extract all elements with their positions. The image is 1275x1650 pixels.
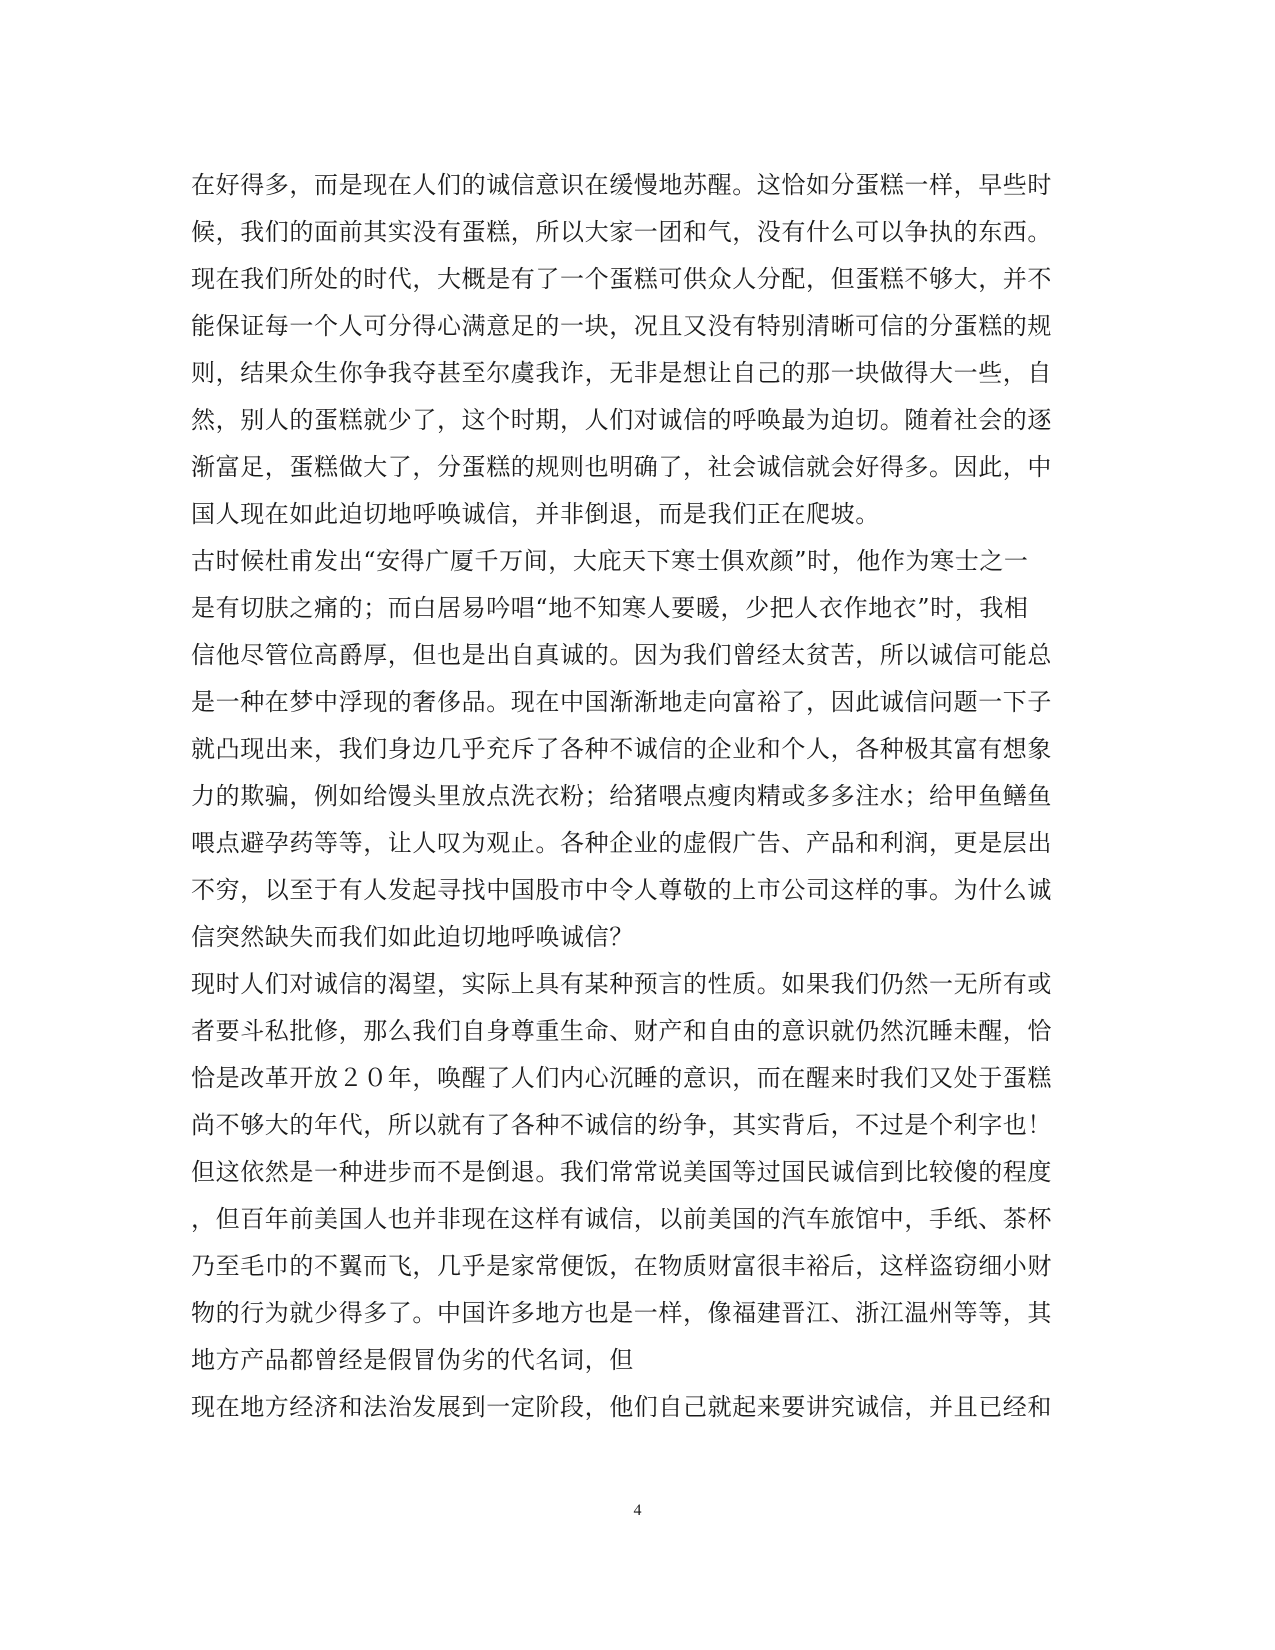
text-line: 恰是改革开放２０年，唤醒了人们内心沉睡的意识，而在醒来时我们又处于蛋糕 (191, 1064, 1052, 1092)
text-line: 候，我们的面前其实没有蛋糕，所以大家一团和气，没有什么可以争执的东西。 (191, 218, 1052, 246)
text-line: 在好得多，而是现在人们的诚信意识在缓慢地苏醒。这恰如分蛋糕一样，早些时 (191, 171, 1052, 199)
text-line: 物的行为就少得多了。中国许多地方也是一样，像福建晋江、浙江温州等等，其 (191, 1299, 1052, 1327)
text-line: 现时人们对诚信的渴望，实际上具有某种预言的性质。如果我们仍然一无所有或 (191, 970, 1052, 998)
text-line: 喂点避孕药等等，让人叹为观止。各种企业的虚假广告、产品和利润，更是层出 (191, 829, 1052, 857)
text-line: 者要斗私批修，那么我们自身尊重生命、财产和自由的意识就仍然沉睡未醒，恰 (191, 1017, 1052, 1045)
text-line: 现在地方经济和法治发展到一定阶段，他们自己就起来要讲究诚信，并且已经和 (191, 1393, 1052, 1421)
text-line: ，但百年前美国人也并非现在这样有诚信，以前美国的汽车旅馆中，手纸、茶杯 (191, 1205, 1052, 1233)
text-line: 然，别人的蛋糕就少了，这个时期，人们对诚信的呼唤最为迫切。随着社会的逐 (191, 406, 1052, 434)
text-line: 国人现在如此迫切地呼唤诚信，并非倒退，而是我们正在爬坡。 (191, 500, 880, 528)
page-number: 4 (633, 1502, 642, 1519)
text-line: 就凸现出来，我们身边几乎充斥了各种不诚信的企业和个人，各种极其富有想象 (191, 735, 1052, 763)
text-line: 地方产品都曾经是假冒伪劣的代名词，但 (191, 1346, 634, 1374)
text-line: 现在我们所处的时代，大概是有了一个蛋糕可供众人分配，但蛋糕不够大，并不 (191, 265, 1052, 293)
text-line: 渐富足，蛋糕做大了，分蛋糕的规则也明确了，社会诚信就会好得多。因此，中 (191, 453, 1052, 481)
text-line: 则，结果众生你争我夺甚至尔虞我诈，无非是想让自己的那一块做得大一些，自 (191, 359, 1052, 387)
text-line: 信他尽管位高爵厚，但也是出自真诚的。因为我们曾经太贫苦，所以诚信可能总 (191, 641, 1052, 669)
text-line: 但这依然是一种进步而不是倒退。我们常常说美国等过国民诚信到比较傻的程度 (191, 1158, 1052, 1186)
text-line: 古时候杜甫发出“安得广厦千万间，大庇天下寒士俱欢颜”时，他作为寒士之一 (191, 547, 1029, 575)
text-line: 能保证每一个人可分得心满意足的一块，况且又没有特别清晰可信的分蛋糕的规 (191, 312, 1052, 340)
text-line: 是一种在梦中浮现的奢侈品。现在中国渐渐地走向富裕了，因此诚信问题一下子 (191, 688, 1052, 716)
text-line: 力的欺骗，例如给馒头里放点洗衣粉；给猪喂点瘦肉精或多多注水；给甲鱼鳝鱼 (191, 782, 1052, 810)
text-line: 信突然缺失而我们如此迫切地呼唤诚信？ (191, 923, 634, 951)
text-line: 尚不够大的年代，所以就有了各种不诚信的纷争，其实背后，不过是个利字也！ (191, 1111, 1052, 1139)
body-text (191, 162, 1091, 1431)
text-line: 乃至毛巾的不翼而飞，几乎是家常便饭，在物质财富很丰裕后，这样盗窃细小财 (191, 1252, 1052, 1280)
text-line: 是有切肤之痛的；而白居易吟唱“地不知寒人要暖，少把人衣作地衣”时，我相 (191, 594, 1029, 622)
text-line: 不穷，以至于有人发起寻找中国股市中令人尊敬的上市公司这样的事。为什么诚 (191, 876, 1052, 904)
